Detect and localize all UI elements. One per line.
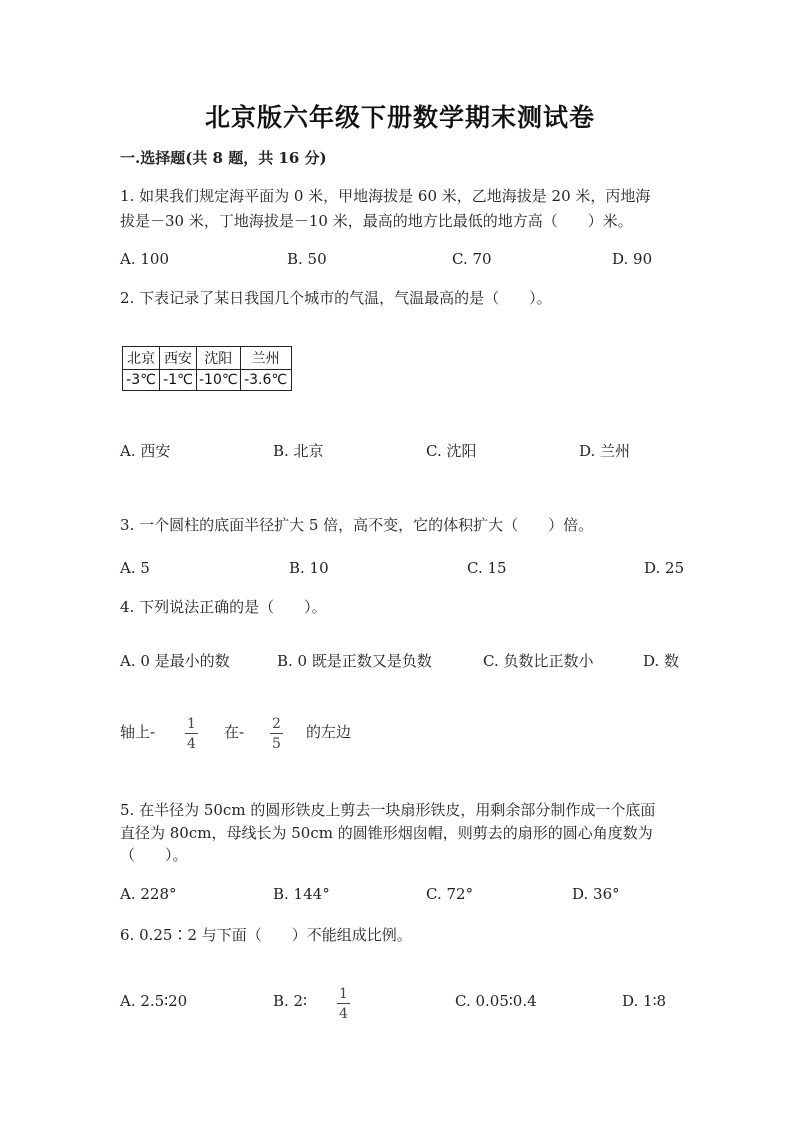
fraction-one-quarter (185, 716, 198, 752)
fraction-two-fifths (270, 716, 283, 752)
table-cell: -3℃ (123, 370, 160, 391)
question-3-option-c: C. 15 (467, 559, 507, 577)
table-row (123, 370, 292, 391)
question-1-line-2: 拔是－30 米，丁地海拔是－10 米，最高的地方比最低的地方高（ ）米。 (120, 212, 633, 230)
question-2-option-d: D. 兰州 (579, 442, 631, 460)
section-heading: 一.选择题(共 8 题，共 16 分) (120, 149, 327, 167)
question-6-option-a: A. 2.5∶20 (120, 992, 188, 1010)
question-5-line-2: 直径为 80cm，母线长为 50cm 的圆锥形烟囱帽，则剪去的扇形的圆心角度数为 (120, 824, 653, 842)
question-2-option-b: B. 北京 (273, 442, 324, 460)
question-4-option-c: C. 负数比正数小 (483, 652, 594, 670)
question-3-option-d: D. 25 (644, 559, 685, 577)
question-4-text: 4. 下列说法正确的是（ ）。 (120, 598, 327, 616)
question-2-option-a: A. 西安 (120, 442, 171, 460)
table-cell: -1℃ (160, 370, 197, 391)
fraction-denominator: 4 (187, 736, 196, 752)
question-4-continuation-3: 的左边 (306, 723, 352, 741)
table-header-cell: 兰州 (240, 347, 291, 370)
question-6-text: 6. 0.25∶2 与下面（ ）不能组成比例。 (120, 926, 412, 944)
question-1-option-c: C. 70 (452, 250, 492, 268)
fraction-one-quarter (337, 986, 350, 1022)
question-5-line-1: 5. 在半径为 50cm 的圆形铁皮上剪去一块扇形铁皮，用剩余部分制作成一个底面 (120, 801, 656, 819)
question-1-line-1: 1. 如果我们规定海平面为 0 米，甲地海拔是 60 米，乙地海拔是 20 米，丙地海 (120, 187, 651, 205)
question-5-line-3: （ ）。 (120, 846, 188, 864)
question-1-option-a: A. 100 (120, 250, 169, 268)
table-header-cell: 沈阳 (197, 347, 241, 370)
question-2-option-c: C. 沈阳 (426, 442, 477, 460)
fraction-denominator: 5 (272, 736, 281, 752)
question-5-option-c: C. 72° (426, 885, 474, 903)
question-1-option-b: B. 50 (287, 250, 327, 268)
table-cell: -3.6℃ (240, 370, 291, 391)
page-title: 北京版六年级下册数学期末测试卷 (204, 103, 595, 132)
fraction-numerator: 1 (339, 986, 348, 1002)
fraction-denominator: 4 (339, 1006, 348, 1022)
question-6-option-d: D. 1∶8 (622, 992, 667, 1010)
question-6-option-b: B. 2∶ (273, 992, 308, 1010)
question-4-continuation-1: 轴上- (120, 723, 156, 741)
table-cell: -10℃ (197, 370, 241, 391)
question-3-option-b: B. 10 (289, 559, 329, 577)
question-4-option-a: A. 0 是最小的数 (120, 652, 230, 670)
question-4-continuation-2: 在- (224, 723, 245, 741)
table-header-cell: 西安 (160, 347, 197, 370)
question-2-text: 2. 下表记录了某日我国几个城市的气温，气温最高的是（ ）。 (120, 289, 552, 307)
table-row (123, 347, 292, 370)
temperature-table (122, 346, 292, 391)
fraction-numerator: 1 (187, 716, 196, 732)
question-5-option-a: A. 228° (120, 885, 177, 903)
question-5-option-b: B. 144° (273, 885, 330, 903)
question-3-text: 3. 一个圆柱的底面半径扩大 5 倍，高不变，它的体积扩大（ ）倍。 (120, 516, 594, 534)
fraction-numerator: 2 (272, 716, 281, 732)
question-6-option-c: C. 0.05∶0.4 (455, 992, 537, 1010)
question-4-option-d: D. 数 (643, 652, 680, 670)
question-1-option-d: D. 90 (612, 250, 653, 268)
question-4-option-b: B. 0 既是正数又是负数 (277, 652, 432, 670)
question-5-option-d: D. 36° (572, 885, 620, 903)
table-header-cell: 北京 (123, 347, 160, 370)
question-3-option-a: A. 5 (120, 559, 150, 577)
